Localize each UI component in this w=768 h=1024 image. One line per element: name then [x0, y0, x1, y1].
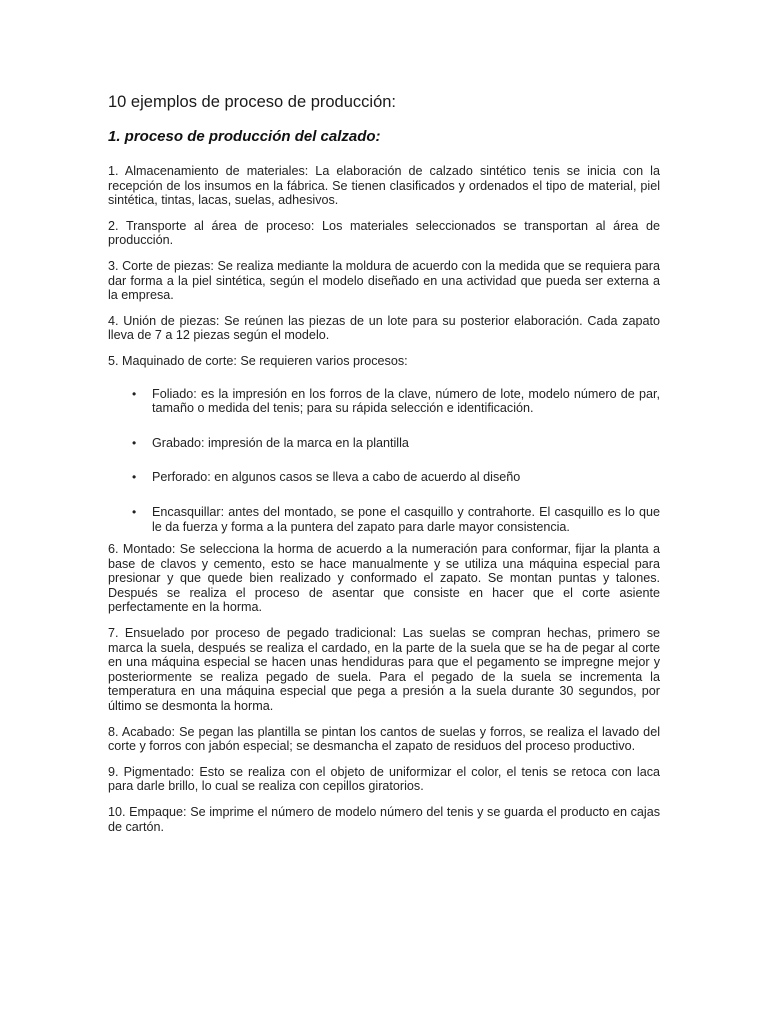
bullet-icon: •: [132, 386, 137, 401]
step-paragraph-9: 9. Pigmentado: Esto se realiza con el objeto de uniformizar el color, el tenis se retoca con laca para darle brillo, lo cual se realiza con cepillos giratorios.: [108, 764, 660, 794]
bullet-item: [132, 505, 660, 534]
bullet-text: Foliado: es la impresión en los forros de la clave, número de lote, modelo número de par, tamaño o medida del tenis; para su rápida selección e identificación.: [152, 386, 660, 416]
section-heading: 1. proceso de producción del calzado:: [108, 128, 381, 145]
bullet-text: Perforado: en algunos casos se lleva a cabo de acuerdo al diseño: [152, 470, 521, 485]
bullet-item: [132, 436, 660, 451]
bullet-text: Encasquillar: antes del montado, se pone el casquillo y contrahorte. El casquillo es lo que le da fuerza y forma a la puntera del zapato para darle mayor consistencia.: [152, 504, 660, 534]
bullet-list: [108, 387, 660, 535]
bullet-icon: •: [132, 504, 137, 519]
step-paragraph-3: 3. Corte de piezas: Se realiza mediante la moldura de acuerdo con la medida que se requiera para dar forma a la piel sintética, según el modelo diseñado en una actividad que pueda ser externa a la empresa.: [108, 258, 660, 303]
document-title: 10 ejemplos de proceso de producción:: [108, 93, 397, 111]
step-paragraph-4: 4. Unión de piezas: Se reúnen las piezas de un lote para su posterior elaboración. Cada zapato lleva de 7 a 12 piezas según el modelo.: [108, 313, 660, 343]
step-paragraph-1: 1. Almacenamiento de materiales: La elaboración de calzado sintético tenis se inicia con la recepción de los insumos en la fábrica. Se tienen clasificados y ordenados el tipo de material, piel sintética, tintas, lacas, suelas, adhesivos.: [108, 164, 660, 208]
step-paragraph-5: 5. Maquinado de corte: Se requieren varios procesos:: [108, 353, 408, 368]
document-page: [108, 92, 660, 845]
step-paragraph-2: 2. Transporte al área de proceso: Los materiales seleccionados se transportan al área de producción.: [108, 218, 660, 248]
step-paragraph-10: 10. Empaque: Se imprime el número de modelo número del tenis y se guarda el producto en cajas de cartón.: [108, 805, 660, 834]
step-paragraph-7: 7. Ensuelado por proceso de pegado tradicional: Las suelas se compran hechas, primero se marca la suela, después se realiza el cardado, en la parte de la suela que se ha de pegar al corte en una máquina especial se hacen unas hendiduras para que el pegamento se impregne mejor y posteriormente se realiza pegado de suela. Para el pegado de la suela se incrementa la temperatura en una máquina especial que pega a presión a la suela durante 30 segundos, por último se desmonta la horma.: [108, 626, 660, 714]
bullet-icon: •: [132, 435, 137, 450]
bullet-icon: •: [132, 470, 137, 485]
bullet-text: Grabado: impresión de la marca en la plantilla: [152, 435, 409, 450]
bullet-item: [132, 470, 660, 485]
bullet-item: [132, 387, 660, 416]
step-paragraph-6: 6. Montado: Se selecciona la horma de acuerdo a la numeración para conformar, fijar la planta a base de clavos y cemento, esto se hace manualmente y se utiliza una máquina especial para presionar y que quede bien realizado y conformado el zapato. Se montan puntas y talones. Después se realiza el proceso de asentar que consiste en hacer que el corte asiente perfectamente en la horma.: [108, 542, 660, 615]
step-paragraph-8: 8. Acabado: Se pegan las plantilla se pintan los cantos de suelas y forros, se realiza el lavado del corte y forros con jabón especial; se desmancha el zapato de residuos del proceso productivo.: [108, 724, 660, 754]
